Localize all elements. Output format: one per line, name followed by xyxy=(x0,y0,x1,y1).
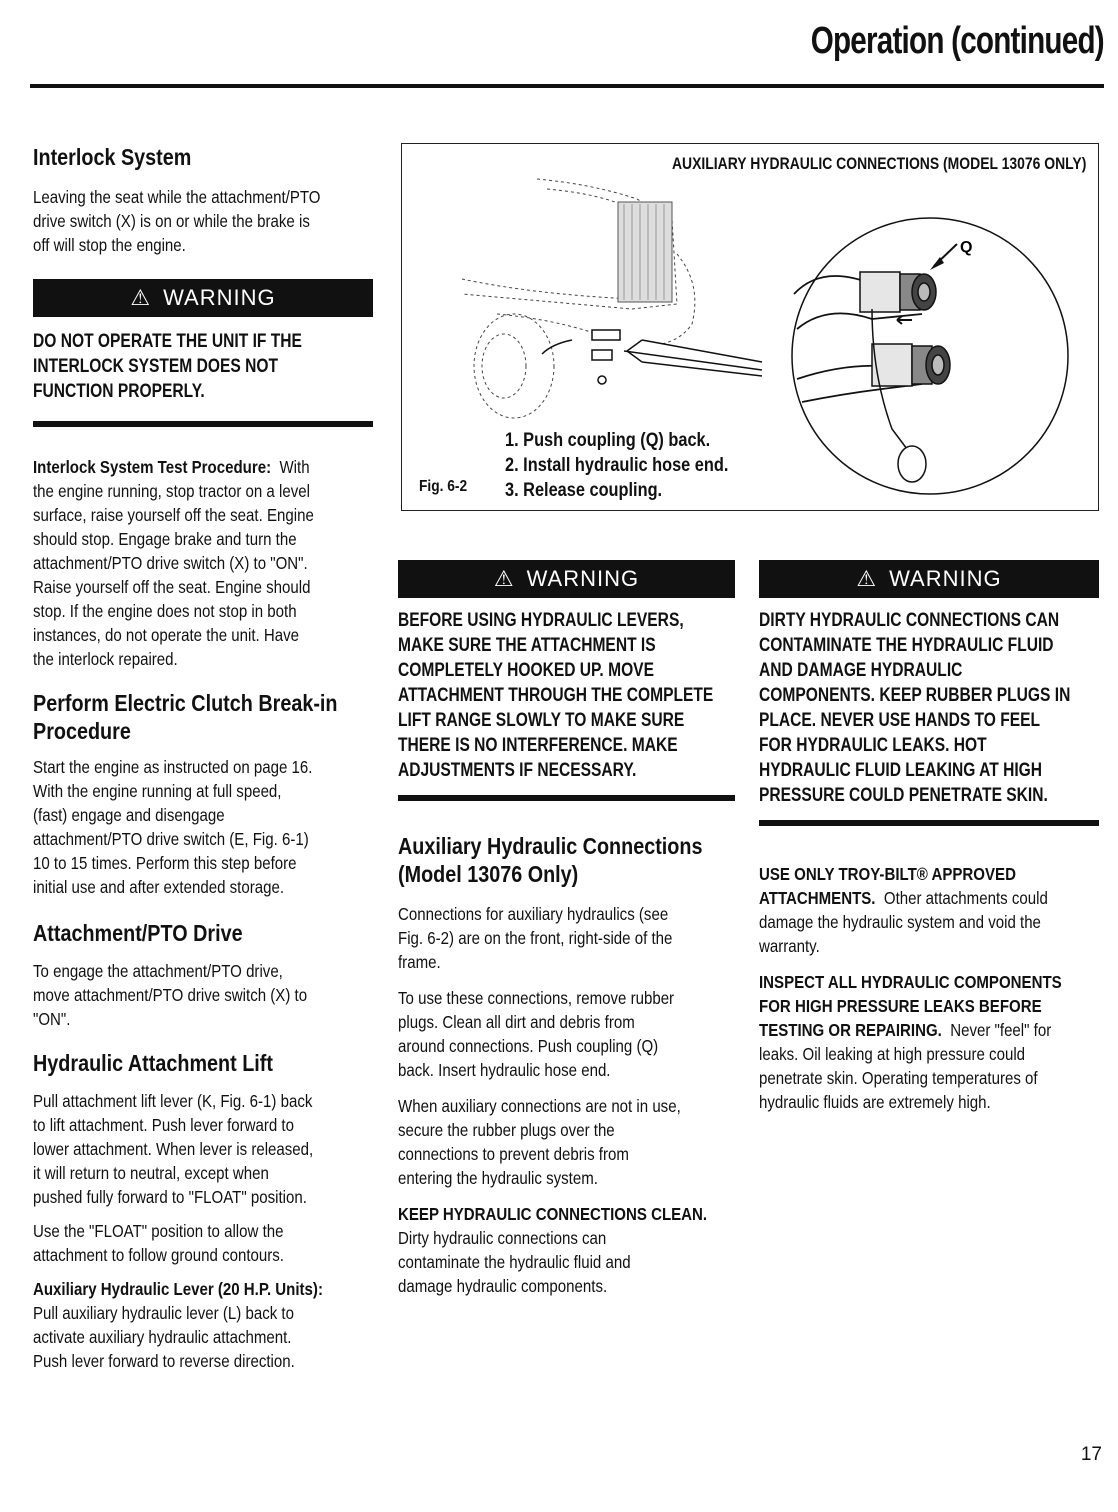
text-line: To engage the attachment/PTO drive, xyxy=(33,961,283,981)
figure-label: Fig. 6-2 xyxy=(419,478,468,495)
text-line: MAKE SURE THE ATTACHMENT IS xyxy=(398,635,656,656)
pointer-arrow-icon xyxy=(627,340,762,376)
text-line: off will stop the engine. xyxy=(33,235,186,255)
aux-body-3 xyxy=(398,1094,738,1190)
warning-bar xyxy=(398,560,735,598)
warning-triangle-icon: ⚠ xyxy=(130,285,152,310)
text-line: surface, raise yourself off the seat. Engine xyxy=(33,505,314,525)
warning-bar xyxy=(759,560,1099,598)
text-line: COMPLETELY HOOKED UP. MOVE xyxy=(398,660,654,681)
aux-body-1 xyxy=(398,902,738,974)
warning-box-dirty-connections xyxy=(759,560,1099,826)
text-line: damage the hydraulic system and void the xyxy=(759,912,1041,932)
text-line: back. Insert hydraulic hose end. xyxy=(398,1060,611,1080)
text-line: should stop. Engage brake and turn the xyxy=(33,529,297,549)
lift-heading: Hydraulic Attachment Lift xyxy=(33,1050,273,1076)
text-line: secure the rubber plugs over the xyxy=(398,1120,615,1140)
text-line: Leaving the seat while the attachment/PTO xyxy=(33,187,321,207)
heading-line: (Model 13076 Only) xyxy=(398,861,579,887)
clutch-heading xyxy=(33,689,378,745)
text-line: Raise yourself off the seat. Engine should xyxy=(33,577,311,597)
pto-heading: Attachment/PTO Drive xyxy=(33,920,243,946)
column-1-lower xyxy=(33,455,378,1373)
text-line: BEFORE USING HYDRAULIC LEVERS, xyxy=(398,610,684,631)
text-line: PLACE. NEVER USE HANDS TO FEEL xyxy=(759,710,1041,731)
text-line: FUNCTION PROPERLY. xyxy=(33,381,205,402)
text-line: COMPONENTS. KEEP RUBBER PLUGS IN xyxy=(759,685,1071,706)
warning-label: WARNING xyxy=(163,285,276,310)
callout-q: Q xyxy=(960,239,973,256)
text-line: attachment/PTO drive switch (E, Fig. 6-1) xyxy=(33,829,309,849)
text-line: Connections for auxiliary hydraulics (see xyxy=(398,904,669,924)
text-line: warranty. xyxy=(759,936,820,956)
text-line: stop. If the engine does not stop in both xyxy=(33,601,297,621)
warning-label: WARNING xyxy=(889,566,1002,591)
text-line: move attachment/PTO drive switch (X) to xyxy=(33,985,308,1005)
text-line: penetrate skin. Operating temperatures of xyxy=(759,1068,1038,1088)
test-procedure xyxy=(33,455,378,671)
text-line: Use the "FLOAT" position to allow the xyxy=(33,1221,284,1241)
warning-box-hydraulic-levers xyxy=(398,560,735,801)
text-line: Push lever forward to reverse direction. xyxy=(33,1351,295,1371)
warning-bar xyxy=(33,279,373,317)
text-line: Dirty hydraulic connections can xyxy=(398,1228,607,1248)
lift-body-2 xyxy=(33,1219,378,1267)
pto-body xyxy=(33,959,378,1031)
text-line: entering the hydraulic system. xyxy=(398,1168,598,1188)
text-line: PRESSURE COULD PENETRATE SKIN. xyxy=(759,785,1048,806)
inspect-lead: TESTING OR REPAIRING. xyxy=(759,1020,942,1040)
warning-bottom-rule xyxy=(398,795,735,801)
text-line: drive switch (X) is on or while the brake is xyxy=(33,211,310,231)
text-line: THERE IS NO INTERFERENCE. MAKE xyxy=(398,735,678,756)
text-line: INTERLOCK SYSTEM DOES NOT xyxy=(33,356,278,377)
step-2: 2. Install hydraulic hose end. xyxy=(505,455,729,476)
warning-text xyxy=(33,329,373,404)
aux-heading xyxy=(398,832,738,888)
approved-lead-2: ATTACHMENTS. xyxy=(759,888,876,908)
text-line: initial use and after extended storage. xyxy=(33,877,285,897)
keep-clean-lead: KEEP HYDRAULIC CONNECTIONS CLEAN. xyxy=(398,1204,708,1224)
aux-lever-lead: Auxiliary Hydraulic Lever (20 H.P. Units): xyxy=(33,1279,323,1299)
small-couplings xyxy=(542,330,620,384)
inspect-lead: INSPECT ALL HYDRAULIC COMPONENTS xyxy=(759,972,1062,992)
warning-text xyxy=(398,608,735,783)
text-line: CONTAMINATE THE HYDRAULIC FLUID xyxy=(759,635,1054,656)
text-line: instances, do not operate the unit. Have xyxy=(33,625,300,645)
text-line: AND DAMAGE HYDRAULIC xyxy=(759,660,963,681)
figure-title: AUXILIARY HYDRAULIC CONNECTIONS (MODEL 13076 ONLY) xyxy=(671,154,1086,173)
text-line: When auxiliary connections are not in use, xyxy=(398,1096,681,1116)
heading-line: Auxiliary Hydraulic Connections xyxy=(398,833,703,859)
heading-line: Procedure xyxy=(33,718,131,744)
text-line: Start the engine as instructed on page 16. xyxy=(33,757,313,777)
text-line: contaminate the hydraulic fluid and xyxy=(398,1252,631,1272)
figure-steps xyxy=(505,428,765,503)
text-line: To use these connections, remove rubber xyxy=(398,988,675,1008)
text-line: With the engine running at full speed, xyxy=(33,781,282,801)
text-line: the interlock repaired. xyxy=(33,649,178,669)
coupling-lower xyxy=(872,344,950,386)
text-line: attachment/PTO drive switch (X) to "ON". xyxy=(33,553,308,573)
text-line: 10 to 15 times. Perform this step before xyxy=(33,853,297,873)
inspect-lead: FOR HIGH PRESSURE LEAKS BEFORE xyxy=(759,996,1042,1016)
text-fragment: With xyxy=(279,457,310,477)
text-fragment: Other attachments could xyxy=(883,888,1048,908)
text-line: "ON". xyxy=(33,1009,71,1029)
interlock-heading: Interlock System xyxy=(33,144,192,170)
text-line: to lift attachment. Push lever forward to xyxy=(33,1115,294,1135)
aux-lever xyxy=(33,1277,378,1373)
text-line: Pull attachment lift lever (K, Fig. 6-1) back xyxy=(33,1091,313,1111)
text-line: lower attachment. When lever is released, xyxy=(33,1139,314,1159)
text-fragment: Never "feel" for xyxy=(950,1020,1052,1040)
text-line: hydraulic fluids are extremely high. xyxy=(759,1092,991,1112)
text-line: damage hydraulic components. xyxy=(398,1276,608,1296)
lift-body-1 xyxy=(33,1089,378,1209)
coupling-upper xyxy=(860,272,936,312)
text-line: DO NOT OPERATE THE UNIT IF THE xyxy=(33,331,302,352)
warning-bottom-rule xyxy=(759,820,1099,826)
page-title: Operation (continued) xyxy=(810,20,1104,62)
warning-text xyxy=(759,608,1099,808)
figure-6-2 xyxy=(401,143,1099,511)
text-line: HYDRAULIC FLUID LEAKING AT HIGH xyxy=(759,760,1043,781)
text-line: Pull auxiliary hydraulic lever (L) back to xyxy=(33,1303,294,1323)
warning-box-interlock xyxy=(33,279,373,427)
text-line: connections to prevent debris from xyxy=(398,1144,629,1164)
text-line: attachment to follow ground contours. xyxy=(33,1245,284,1265)
aux-body-2 xyxy=(398,986,738,1082)
keep-clean xyxy=(398,1202,738,1298)
text-line: pushed fully forward to "FLOAT" position. xyxy=(33,1187,307,1207)
text-line: FOR HYDRAULIC LEAKS. HOT xyxy=(759,735,987,756)
column-3-lower xyxy=(759,862,1099,1114)
text-line: the engine running, stop tractor on a level xyxy=(33,481,310,501)
column-1 xyxy=(33,143,378,257)
header-rule xyxy=(30,84,1104,88)
rubber-plug xyxy=(898,446,926,482)
inspect-components xyxy=(759,970,1099,1114)
test-procedure-lead: Interlock System Test Procedure: xyxy=(33,457,272,477)
warning-bottom-rule xyxy=(33,421,373,427)
column-2-lower xyxy=(398,832,738,1298)
approved-attachments xyxy=(759,862,1099,958)
step-3: 3. Release coupling. xyxy=(505,480,663,501)
pointer-line xyxy=(624,351,762,370)
heading-line: Perform Electric Clutch Break-in xyxy=(33,690,338,716)
page-number: 17 xyxy=(1080,1444,1102,1465)
interlock-body xyxy=(33,185,378,257)
text-line: around connections. Push coupling (Q) xyxy=(398,1036,659,1056)
text-line: it will return to neutral, except when xyxy=(33,1163,269,1183)
warning-triangle-icon: ⚠ xyxy=(493,566,515,591)
text-line: (fast) engage and disengage xyxy=(33,805,225,825)
text-line: ATTACHMENT THROUGH THE COMPLETE xyxy=(398,685,714,706)
step-1: 1. Push coupling (Q) back. xyxy=(505,430,711,451)
text-line: leaks. Oil leaking at high pressure could xyxy=(759,1044,1026,1064)
text-line: Fig. 6-2) are on the front, right-side of the xyxy=(398,928,673,948)
warning-label: WARNING xyxy=(526,566,640,591)
warning-triangle-icon: ⚠ xyxy=(856,566,878,591)
text-line: plugs. Clean all dirt and debris from xyxy=(398,1012,635,1032)
text-line: frame. xyxy=(398,952,441,972)
text-line: ADJUSTMENTS IF NECESSARY. xyxy=(398,760,637,781)
clutch-body xyxy=(33,755,378,899)
text-line: LIFT RANGE SLOWLY TO MAKE SURE xyxy=(398,710,685,731)
text-line: DIRTY HYDRAULIC CONNECTIONS CAN xyxy=(759,610,1060,631)
front-wheel xyxy=(474,314,554,418)
text-line: activate auxiliary hydraulic attachment. xyxy=(33,1327,292,1347)
approved-lead: USE ONLY TROY-BILT® APPROVED xyxy=(759,864,1016,884)
